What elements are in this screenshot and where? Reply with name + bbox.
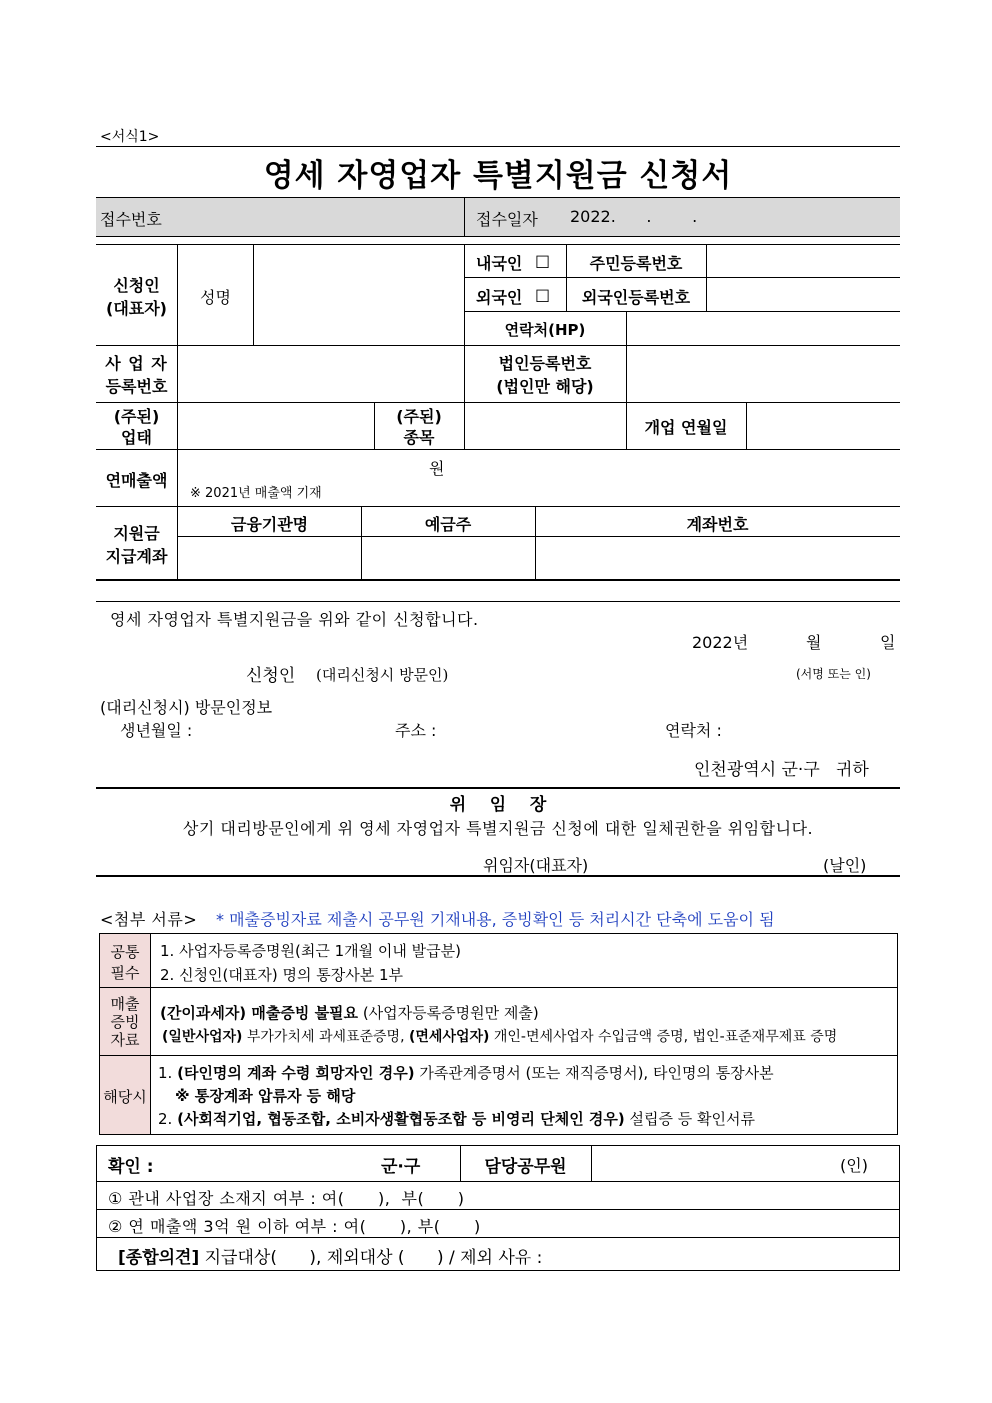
resident-number-field[interactable] [707, 245, 900, 277]
birth-label: 생년월일 : [120, 721, 193, 740]
account-holder-header: 예금주 [424, 515, 472, 534]
district-label: 군·구 [381, 1157, 421, 1177]
open-date-field[interactable] [747, 403, 900, 449]
visitor-info-label: (대리신청시) 방문인정보 [100, 698, 273, 717]
domestic-label: 내국인 [476, 254, 523, 273]
resident-number-label: 주민등록번호 [589, 254, 683, 273]
foreign-checkbox[interactable]: □ [535, 285, 551, 304]
proxy-label: (대리신청시 방문인) [316, 666, 449, 684]
confirm-label: 확인 : [108, 1157, 154, 1177]
contact-field[interactable] [627, 312, 900, 345]
account-label: 지원금 [113, 524, 160, 543]
row2-line2: (일반사업자) 부가가치세 과세표준증명, (면세사업자) 개인-면세사업자 수입금액 증명, 법인-표준재무제표 증명 [162, 1029, 838, 1045]
attachments-header: <첨부 서류> [100, 910, 198, 929]
foreign-label: 외국인 [476, 288, 523, 307]
delegator-label: 위임자(대표자) [483, 856, 589, 875]
officer-label: 담당공무원 [484, 1157, 567, 1177]
sales-note: ※ 2021년 매출액 기재 [190, 486, 322, 501]
annual-sales-label: 연매출액 [105, 471, 168, 490]
name-field[interactable] [253, 244, 464, 345]
row1-label: 공통 [110, 943, 140, 961]
sales-unit: 원 [429, 459, 445, 478]
row3-label: 해당시 [103, 1088, 147, 1106]
page-title: 영세 자영업자 특별지원금 신청서 [263, 158, 733, 194]
business-item-label: (주된) [396, 407, 442, 426]
declaration-month: 월 [806, 633, 822, 652]
applicant-sign-label: 신청인 [246, 666, 296, 686]
foreign-number-label: 외국인등록번호 [581, 288, 691, 307]
receipt-date-label: 접수일자 [476, 210, 538, 229]
receipt-number-label: 접수번호 [100, 210, 162, 229]
overall-opinion: [종합의견] 지급대상( ), 제외대상 ( ) / 제외 사유 : [118, 1248, 543, 1268]
business-reg-label: 사 업 자 [105, 354, 168, 373]
declaration-text: 영세 자영업자 특별지원금을 위와 같이 신청합니다. [110, 610, 479, 629]
row1-line2: 2. 신청인(대표자) 명의 통장사본 1부 [160, 966, 404, 984]
bank-name-field[interactable] [178, 537, 361, 579]
recipient: 인천광역시 군·구 귀하 [694, 760, 869, 780]
sign-or-seal: (서명 또는 인) [796, 667, 871, 681]
row3-line2: ※ 통장계좌 압류자 등 해당 [175, 1087, 356, 1105]
applicant-label: 신청인 [113, 276, 160, 295]
corp-reg-label: 법인등록번호 [498, 354, 592, 373]
visitor-contact-label: 연락처 : [665, 721, 722, 740]
contact-label: 연락처(HP) [504, 321, 586, 339]
row3-line3: 2. (사회적기업, 협동조합, 소비자생활협동조합 등 비영리 단체인 경우) 설립증 등 확인서류 [158, 1110, 756, 1128]
corp-reg-field[interactable] [627, 346, 900, 402]
declaration-day: 일 [880, 633, 896, 652]
receipt-date-value: 2022. . . [570, 207, 698, 226]
question-2: ② 연 매출액 3억 원 이하 여부 : 여( ), 부( ) [108, 1217, 481, 1236]
row2-line1: (간이과세자) 매출증빙 불필요 (사업자등록증명원만 제출) [160, 1004, 539, 1022]
question-1: ① 관내 사업장 소재지 여부 : 여( ), 부( ) [108, 1189, 465, 1208]
delegation-text: 상기 대리방문인에게 위 영세 자영업자 특별지원금 신청에 대한 일체권한을 위임합니다. [182, 819, 814, 838]
address-label: 주소 : [395, 721, 437, 740]
account-number-header: 계좌번호 [686, 515, 749, 534]
business-reg-field[interactable] [178, 346, 464, 402]
domestic-checkbox[interactable]: □ [535, 251, 551, 270]
row3-line1: 1. (타인명의 계좌 수령 희망자인 경우) 가족관계증명서 (또는 재직증명서), 타인명의 통장사본 [158, 1064, 774, 1082]
foreign-number-field[interactable] [707, 278, 900, 311]
business-type-field[interactable] [178, 403, 374, 449]
name-label: 성명 [200, 288, 231, 307]
delegation-title: 위 임 장 [449, 795, 547, 815]
business-type-label: (주된) [113, 407, 160, 426]
row2-label: 매출 [110, 995, 140, 1013]
row1-line1: 1. 사업자등록증명원(최근 1개월 이내 발급분) [160, 942, 461, 960]
delegator-seal: (날인) [823, 856, 867, 875]
business-item-field[interactable] [465, 403, 626, 449]
account-number-field[interactable] [536, 537, 900, 579]
officer-seal: (인) [840, 1156, 868, 1175]
declaration-year: 2022년 [692, 633, 749, 652]
attachments-note: * 매출증빙자료 제출시 공무원 기재내용, 증빙확인 등 처리시간 단축에 도움이 됨 [216, 910, 775, 929]
form-code: <서식1> [100, 129, 160, 145]
open-date-label: 개업 연월일 [644, 418, 728, 437]
account-holder-field[interactable] [362, 537, 535, 579]
bank-name-header: 금융기관명 [230, 515, 309, 534]
